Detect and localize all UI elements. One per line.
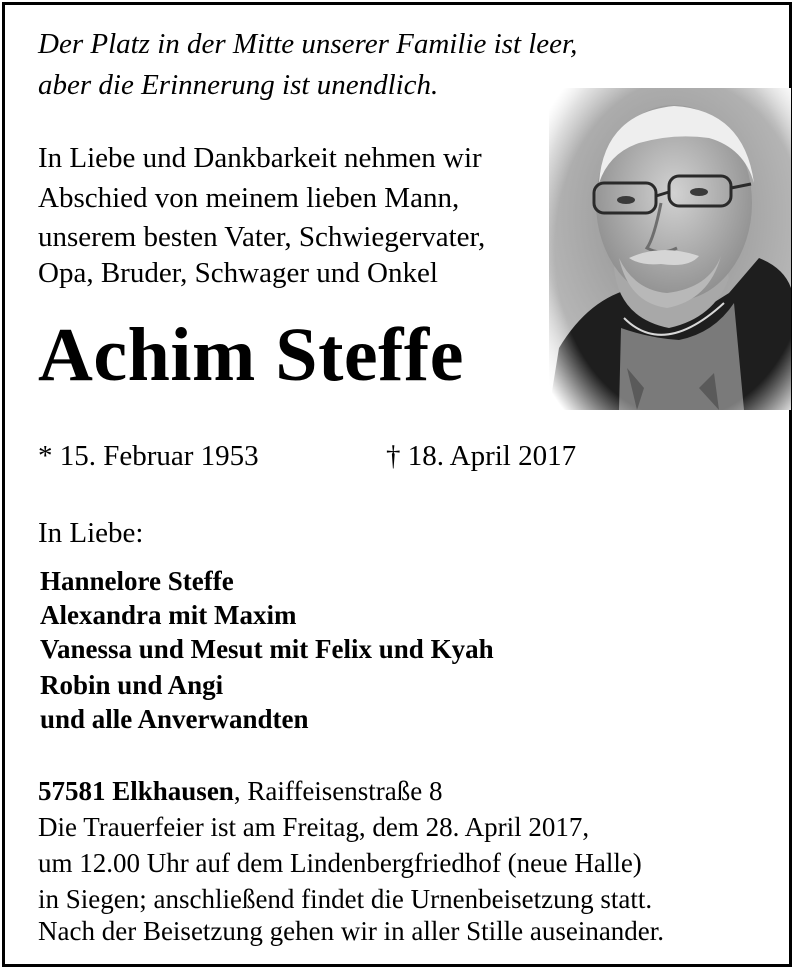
ceremony-line-4: Nach der Beisetzung gehen wir in aller Stille auseinander. <box>38 916 665 946</box>
address-place: 57581 Elkhausen <box>38 776 234 806</box>
intro-line-4: Opa, Bruder, Schwager und Onkel <box>38 257 438 289</box>
ceremony-line-1: Die Trauerfeier ist am Freitag, dem 28. April 2017, <box>38 812 590 842</box>
family-member: und alle Anverwandten <box>40 704 309 734</box>
portrait-photo <box>549 88 791 410</box>
family-member: Vanessa und Mesut mit Felix und Kyah <box>40 634 494 664</box>
address-line <box>38 776 443 807</box>
deceased-name: Achim Steffe <box>38 313 464 397</box>
family-member: Alexandra mit Maxim <box>40 600 297 630</box>
ceremony-line-3: in Siegen; anschließend findet die Urnenbeisetzung statt. <box>38 884 653 914</box>
intro-line-2: Abschied von meinem lieben Mann, <box>38 182 460 214</box>
family-heading: In Liebe: <box>38 517 144 549</box>
intro-line-1: In Liebe und Dankbarkeit nehmen wir <box>38 142 482 174</box>
intro-line-3: unserem besten Vater, Schwiegervater, <box>38 221 486 253</box>
birth-date: * 15. Februar 1953 <box>38 440 259 472</box>
ceremony-line-2: um 12.00 Uhr auf dem Lindenbergfriedhof (neue Halle) <box>38 848 642 878</box>
death-date: † 18. April 2017 <box>386 440 577 472</box>
motto-line-1: Der Platz in der Mitte unserer Familie ist leer, <box>38 28 578 60</box>
address-street: , Raiffeisenstraße 8 <box>233 776 443 806</box>
motto-line-2: aber die Erinnerung ist unendlich. <box>38 69 439 101</box>
family-member: Robin und Angi <box>40 670 224 700</box>
family-member: Hannelore Steffe <box>40 566 234 596</box>
